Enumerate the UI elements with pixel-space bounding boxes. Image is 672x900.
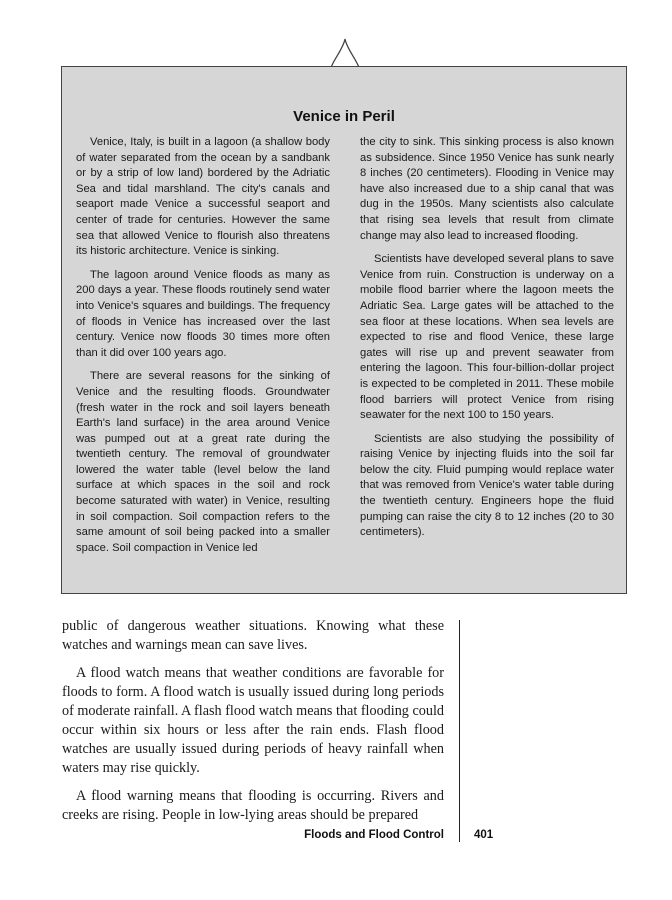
body-paragraph: A flood watch means that weather conditions are favorable for floods to form. A flood watch is usually issued during long periods of moderate rainfall. A flash flood watch means that flooding could occur within six hours or less after the rain ends. Flash flood watches are usually issued during periods of heavy rainfall when waters may rise quickly. [62, 665, 444, 776]
margin-divider [459, 620, 460, 842]
body-paragraph: A flood warning means that flooding is occurring. Rivers and creeks are rising. People in low-lying areas should be prepared [62, 788, 444, 823]
sidebar-paragraph: the city to sink. This sinking process is also known as subsidence. Since 1950 Venice has sunk nearly 8 inches (20 centimeters). Flooding in Venice may have also increased due to a ship canal that was dug in the 1950s. Many scientists also calculate that rising sea levels that result from climate change may also lead to increased flooding. [360, 136, 614, 242]
sidebar-paragraph: Scientists have developed several plans to save Venice from ruin. Construction is underway on a mobile flood barrier where the lagoon meets the Adriatic Sea. Large gates will be attached to the sea floor at these locations. When sea levels are expected to rise and flood Venice, these large gates will rise up and prevent seawater from entering the lagoon. This four-billion-dollar project is expected to be completed in 2011. These mobile flood barriers will protect Venice from rising seawater for the next 100 to 150 years. [360, 253, 614, 422]
body-paragraph: public of dangerous weather situations. Knowing what these watches and warnings mean can save lives. [62, 618, 444, 653]
sidebar-paragraph: Venice, Italy, is built in a lagoon (a shallow body of water separated from the ocean by a sandbank or by a strip of low land) bordered by the Adriatic Sea and tidal marshland. The city's canals and seaport made Venice a successful seaport and center of trade for centuries. However the same sea that allowed Venice to flourish also threatens its historic architecture. Venice is sinking. [76, 136, 330, 258]
sidebar-paragraph: Scientists are also studying the possibility of raising Venice by injecting fluids into the soil far below the city. Fluid pumping would replace water that was removed from Venice's water table during the twentieth century. Engineers hope the fluid pumping can raise the city 8 to 12 inches (20 to 30 centimeters). [360, 432, 614, 539]
sidebar-paragraph: There are several reasons for the sinking of Venice and the resulting floods. Groundwater (fresh water in the rock and soil layers beneath Earth's land surface) in the area around Venice was pumped out at a great rate during the twentieth century. The removal of groundwater lowered the water table (level below the land surface at which spaces in the soil and rock become saturated with water) in Venice, resulting in soil compaction. Soil compaction refers to the same amount of soil being packed into a smaller space. Soil compaction in Venice led [76, 370, 330, 554]
main-body-text [62, 617, 444, 834]
page-number: 401 [474, 829, 494, 841]
sidebar-paragraph: The lagoon around Venice floods as many as 200 days a year. These floods routinely send water into Venice's squares and buildings. The frequency of floods in Venice has increased over the last century. Venice now floods 30 times more often than it did over 100 years ago. [76, 268, 330, 359]
sidebar-left-column [76, 135, 330, 564]
sidebar-right-column [360, 135, 614, 549]
running-footer-title: Floods and Flood Control [304, 829, 444, 841]
sidebar-box [61, 66, 627, 594]
sidebar-title: Venice in Peril [293, 108, 395, 125]
